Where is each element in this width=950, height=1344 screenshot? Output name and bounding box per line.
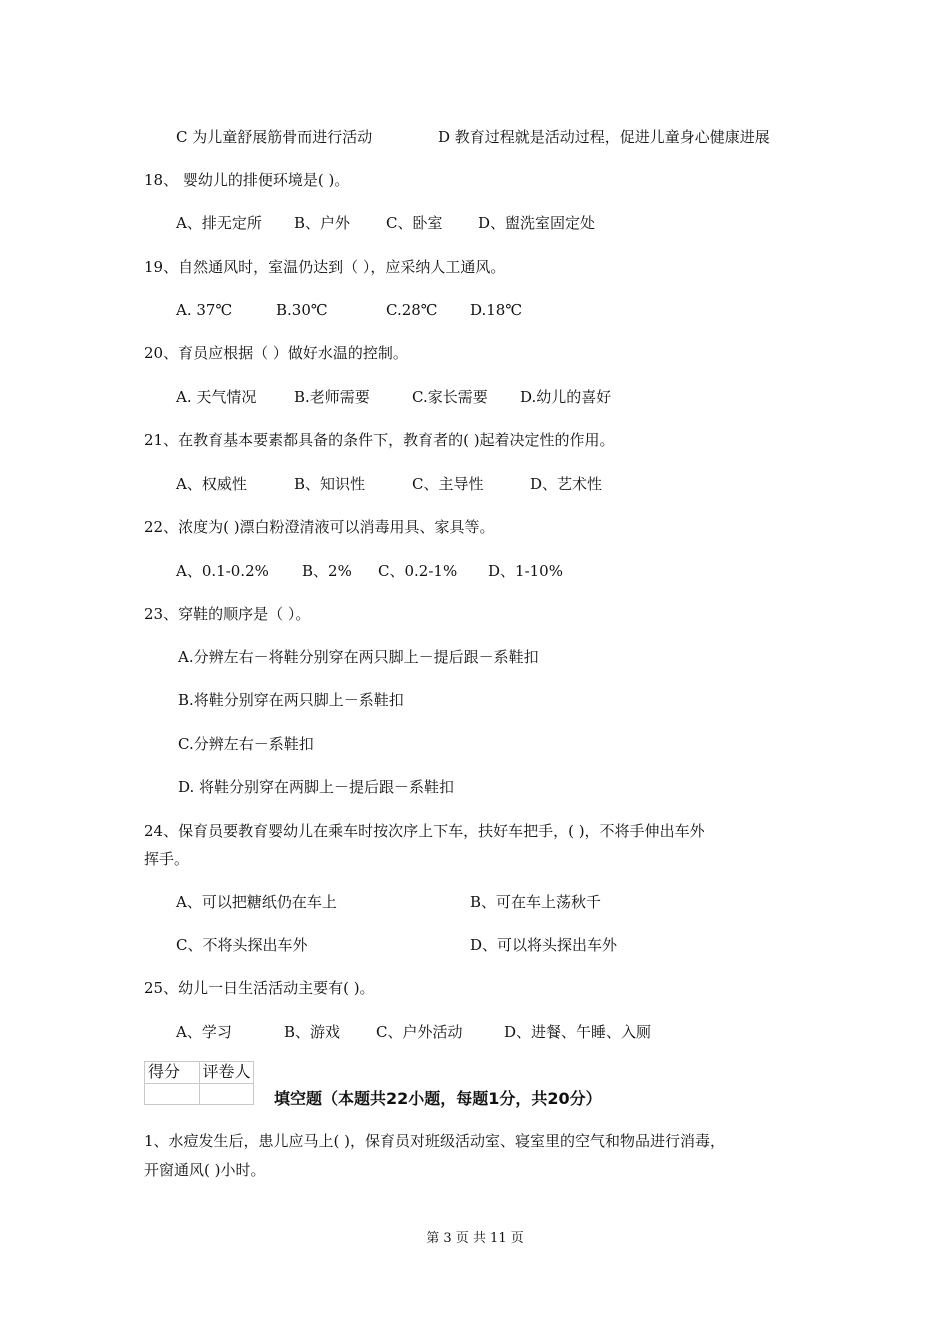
q20-option-c: C.家长需要 — [412, 388, 488, 406]
q23-option-d: D. 将鞋分别穿在两脚上－提后跟－系鞋扣 — [178, 778, 455, 796]
q21-option-b: B、知识性 — [294, 475, 366, 493]
q20-option-a: A. 天气情况 — [176, 388, 257, 406]
question-23-stem: 23、穿鞋的顺序是（ ）。 — [144, 605, 311, 623]
q22-option-d: D、1-10% — [488, 562, 563, 580]
question-19-stem: 19、自然通风时，室温仍达到（ ），应采纳人工通风。 — [144, 258, 506, 276]
q18-option-c: C、卧室 — [386, 214, 443, 232]
score-box-label-grader: 评卷人 — [199, 1062, 254, 1084]
q19-option-b: B.30℃ — [276, 301, 328, 319]
q19-option-d: D.18℃ — [470, 301, 523, 319]
question-24-stem-cont: 挥手。 — [144, 850, 190, 868]
q17-option-d: D 教育过程就是活动过程，促进儿童身心健康进展 — [438, 128, 770, 146]
question-20-stem: 20、育员应根据（ ）做好水温的控制。 — [144, 344, 408, 362]
q17-option-c: C 为儿童舒展筋骨而进行活动 — [176, 128, 373, 146]
q18-option-a: A、排无定所 — [176, 214, 262, 232]
question-21-stem: 21、在教育基本要素都具备的条件下，教育者的( )起着决定性的作用。 — [144, 431, 615, 449]
score-box — [144, 1061, 254, 1105]
score-box-cell-grader — [199, 1083, 254, 1105]
q24-option-a: A、可以把糖纸仍在车上 — [176, 893, 337, 911]
q21-option-a: A、权威性 — [176, 475, 247, 493]
q22-option-a: A、0.1-0.2% — [176, 562, 269, 580]
q25-option-b: B、游戏 — [284, 1023, 341, 1041]
q19-option-c: C.28℃ — [386, 301, 438, 319]
q21-option-d: D、艺术性 — [530, 475, 603, 493]
fill-question-1-line2: 开窗通风( )小时。 — [144, 1161, 266, 1179]
page-footer: 第 3 页 共 11 页 — [426, 1231, 524, 1246]
q24-option-c: C、不将头探出车外 — [176, 936, 308, 954]
question-22-stem: 22、浓度为( )漂白粉澄清液可以消毒用具、家具等。 — [144, 518, 495, 536]
q24-option-b: B、可在车上荡秋千 — [470, 893, 602, 911]
question-25-stem: 25、幼儿一日生活活动主要有( )。 — [144, 979, 375, 997]
q20-option-d: D.幼儿的喜好 — [520, 388, 612, 406]
score-box-cell-score — [145, 1083, 200, 1105]
question-18-stem: 18、 婴幼儿的排便环境是( )。 — [144, 171, 350, 189]
q23-option-c: C.分辨左右－系鞋扣 — [178, 735, 314, 753]
q19-option-a: A. 37℃ — [176, 301, 233, 319]
q22-option-b: B、2% — [302, 562, 352, 580]
fill-question-1-line1: 1、水痘发生后，患儿应马上( )，保育员对班级活动室、寝室里的空气和物品进行消毒， — [144, 1132, 726, 1150]
q25-option-a: A、学习 — [176, 1023, 232, 1041]
score-box-label-score: 得分 — [145, 1062, 200, 1084]
q24-option-d: D、可以将头探出车外 — [470, 936, 618, 954]
question-24-stem: 24、保育员要教育婴幼儿在乘车时按次序上下车，扶好车把手，( )，不将手伸出车外 — [144, 822, 705, 840]
q18-option-b: B、户外 — [294, 214, 351, 232]
q25-option-d: D、进餐、午睡、入厕 — [504, 1023, 652, 1041]
q22-option-c: C、0.2-1% — [378, 562, 458, 580]
q21-option-c: C、主导性 — [412, 475, 484, 493]
q25-option-c: C、户外活动 — [376, 1023, 463, 1041]
section-title: 填空题（本题共22小题，每题1分，共20分） — [274, 1089, 602, 1108]
q23-option-b: B.将鞋分别穿在两只脚上－系鞋扣 — [178, 691, 404, 709]
q23-option-a: A.分辨左右－将鞋分别穿在两只脚上－提后跟－系鞋扣 — [178, 648, 539, 666]
q18-option-d: D、盥洗室固定处 — [478, 214, 596, 232]
q20-option-b: B.老师需要 — [294, 388, 370, 406]
